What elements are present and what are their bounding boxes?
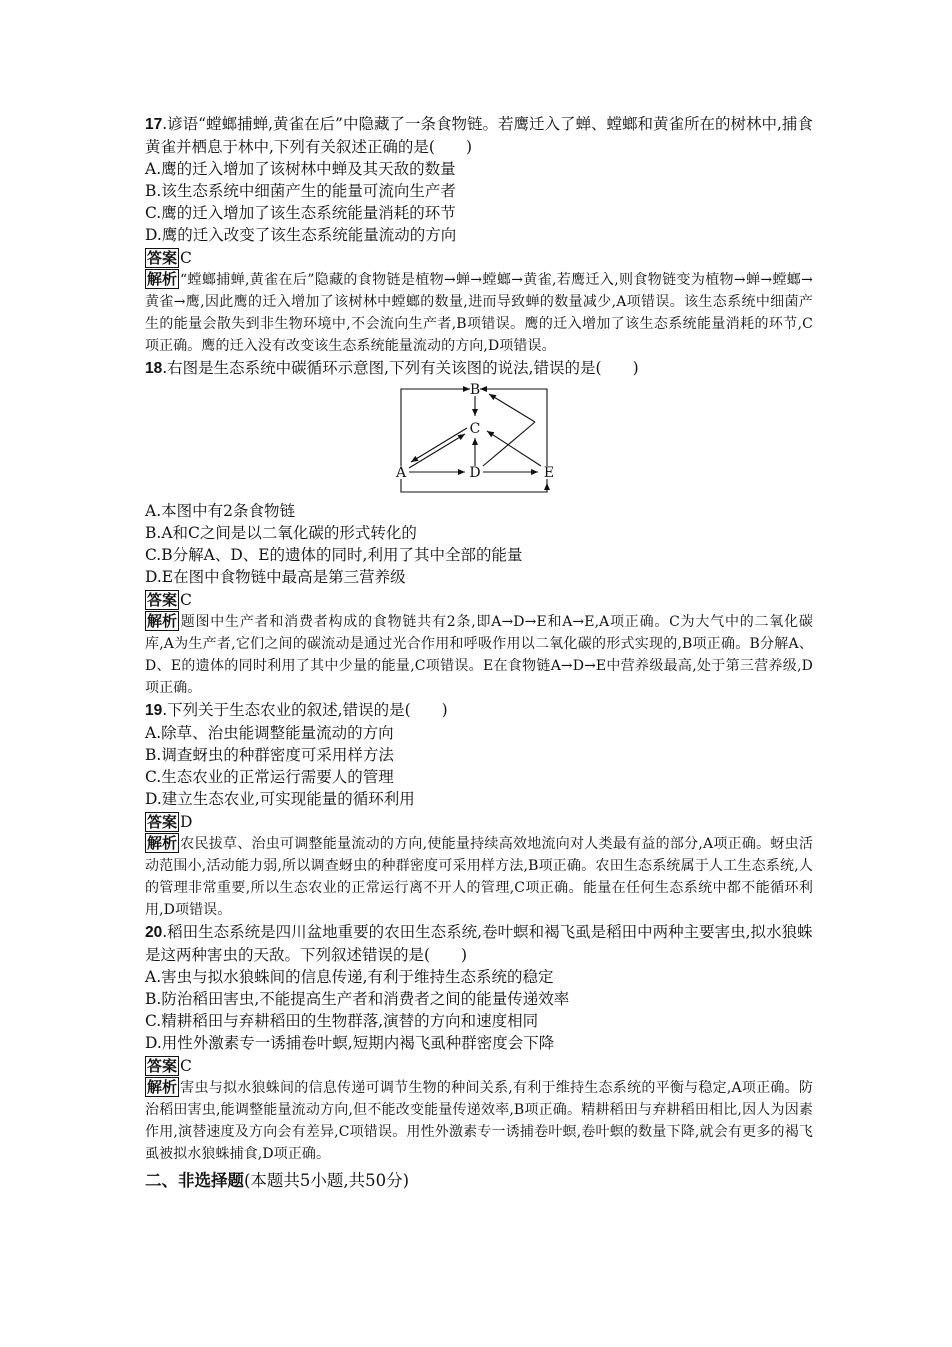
explanation-text: 害虫与拟水狼蛛间的信息传递可调节生物的种间关系,有利于维持生态系统的平衡与稳定,A项正确。防治稻田害虫,能调整能量流动方向,但不能改变能量传递效率,B项正确。精耕稻田与弃耕稻田相比,因人为因素作用,演替速度及方向会有差异,C项错误。用性外激素专一诱捕卷叶螟,卷叶螟的数量下降,就会有更多的褐飞虱被拟水狼蛛捕食,D项正确。 xyxy=(145,1080,813,1162)
node-e: E xyxy=(543,465,555,481)
question-stem xyxy=(145,699,813,722)
answer-row xyxy=(145,247,813,269)
option-a: A.鹰的迁入增加了该树林中蝉及其天敌的数量 xyxy=(145,160,456,178)
question-number: 19 xyxy=(145,702,163,719)
question-17 xyxy=(145,113,813,357)
question-text: .谚语“螳螂捕蝉,黄雀在后”中隐藏了一条食物链。若鹰迁入了蝉、螳螂和黄雀所在的树林中,捕食黄雀并栖息于林中,下列有关叙述正确的是( ) xyxy=(145,115,813,156)
option-d: D.E在图中食物链中最高是第三营养级 xyxy=(145,568,406,586)
explanation xyxy=(145,833,813,921)
question-text: .右图是生态系统中碳循环示意图,下列有关该图的说法,错误的是( ) xyxy=(162,359,639,377)
option-c: C.精耕稻田与弃耕稻田的生物群落,演替的方向和速度相同 xyxy=(145,1012,539,1030)
explanation-text: “螳螂捕蝉,黄雀在后”隐藏的食物链是植物→蝉→螳螂→黄雀,若鹰迁入,则食物链变为植物→蝉→螳螂→黄雀→鹰,因此鹰的迁入增加了该树林中螳螂的数量,进而导致蝉的数量减少,A项错误。该生态系统中细菌产生的能量会散失到非生物环境中,不会流向生产者,B项错误。鹰的迁入增加了该生态系统能量消耗的环节,C项正确。鹰的迁入没有改变该生态系统能量流动的方向,D项错误。 xyxy=(145,272,813,354)
question-number: 20 xyxy=(145,924,163,941)
node-d: D xyxy=(469,465,481,481)
edge-e-to-b-frame xyxy=(485,389,547,466)
answer-value: C xyxy=(180,591,192,609)
section-note: (本题共5小题,共50分) xyxy=(244,1171,410,1190)
edge-d-to-b-arrow xyxy=(489,394,535,422)
exam-page xyxy=(145,113,813,1193)
question-stem xyxy=(145,113,813,158)
node-c: C xyxy=(469,421,481,437)
answer-value: D xyxy=(180,813,193,831)
answer-label: 答案 xyxy=(147,591,178,609)
explanation xyxy=(145,1077,813,1165)
question-number: 17 xyxy=(145,116,163,133)
answer-label: 答案 xyxy=(147,1057,178,1075)
option-d: D.建立生态农业,可实现能量的循环利用 xyxy=(145,790,415,808)
explanation-text: 农民拔草、治虫可调整能量流动的方向,使能量持续高效地流向对人类最有益的部分,A项正确。蚜虫活动范围小,活动能力弱,所以调查蚜虫的种群密度可采用样方法,B项正确。农田生态系统属于人工生态系统,人的管理非常重要,所以生态农业的正常运行离不开人的管理,C项正确。能量在任何生态系统中都不能循环利用,D项错误。 xyxy=(145,836,813,918)
edge-c-to-a xyxy=(411,428,467,462)
answer-row xyxy=(145,589,813,611)
option-c: C.B分解A、D、E的遗体的同时,利用了其中全部的能量 xyxy=(145,546,523,564)
option-a: A.害虫与拟水狼蛛间的信息传递,有利于维持生态系统的稳定 xyxy=(145,968,554,986)
answer-row xyxy=(145,811,813,833)
explanation xyxy=(145,269,813,357)
explanation-label: 解析 xyxy=(147,834,178,852)
carbon-cycle-svg xyxy=(395,382,565,500)
node-b: B xyxy=(469,382,481,398)
question-20 xyxy=(145,921,813,1165)
section-title: 二、非选择题 xyxy=(145,1171,244,1190)
question-18 xyxy=(145,357,813,699)
option-c: C.生态农业的正常运行需要人的管理 xyxy=(145,768,394,786)
explanation-text: 题图中生产者和消费者构成的食物链共有2条,即A→D→E和A→E,A项正确。C为大气中的二氧化碳库,A为生产者,它们之间的碳流动是通过光合作用和呼吸作用以二氧化碳的形式实现的,B项正确。B分解A、D、E的遗体的同时利用了其中少量的能量,C项错误。E在食物链A→D→E中营养级最高,处于第三营养级,D项正确。 xyxy=(145,614,813,696)
option-b: B.防治稻田害虫,不能提高生产者和消费者之间的能量传递效率 xyxy=(145,990,570,1008)
question-text: .下列关于生态农业的叙述,错误的是( ) xyxy=(162,701,448,719)
question-number: 18 xyxy=(145,360,163,377)
answer-label: 答案 xyxy=(147,813,178,831)
option-d: D.鹰的迁入改变了该生态系统能量流动的方向 xyxy=(145,226,457,244)
question-stem xyxy=(145,921,813,966)
node-a: A xyxy=(395,465,407,481)
explanation-label: 解析 xyxy=(147,270,178,288)
option-b: B.该生态系统中细菌产生的能量可流向生产者 xyxy=(145,182,456,200)
explanation-label: 解析 xyxy=(147,612,178,630)
question-19 xyxy=(145,699,813,921)
option-a: A.本图中有2条食物链 xyxy=(145,502,295,520)
option-b: B.A和C之间是以二氧化碳的形式转化的 xyxy=(145,524,417,542)
explanation-label: 解析 xyxy=(147,1078,178,1096)
edge-d-to-b-line xyxy=(483,422,535,466)
option-a: A.除草、治虫能调整能量流动的方向 xyxy=(145,724,394,742)
question-text: .稻田生态系统是四川盆地重要的农田生态系统,卷叶螟和褐飞虱是稻田中两种主要害虫,拟水狼蛛是这两种害虫的天敌。下列叙述错误的是( ) xyxy=(145,923,813,964)
option-d: D.用性外激素专一诱捕卷叶螟,短期内褐飞虱种群密度会下降 xyxy=(145,1034,555,1052)
answer-label: 答案 xyxy=(147,249,178,267)
answer-value: C xyxy=(180,249,192,267)
question-stem xyxy=(145,357,813,380)
option-b: B.调查蚜虫的种群密度可采用样方法 xyxy=(145,746,394,764)
answer-row xyxy=(145,1055,813,1077)
answer-value: C xyxy=(180,1057,192,1075)
edge-a-to-c xyxy=(409,434,465,468)
explanation xyxy=(145,611,813,699)
edge-e-to-c xyxy=(487,431,541,466)
option-c: C.鹰的迁入增加了该生态系统能量消耗的环节 xyxy=(145,204,456,222)
carbon-cycle-diagram xyxy=(145,382,813,500)
section-heading xyxy=(145,1169,813,1193)
